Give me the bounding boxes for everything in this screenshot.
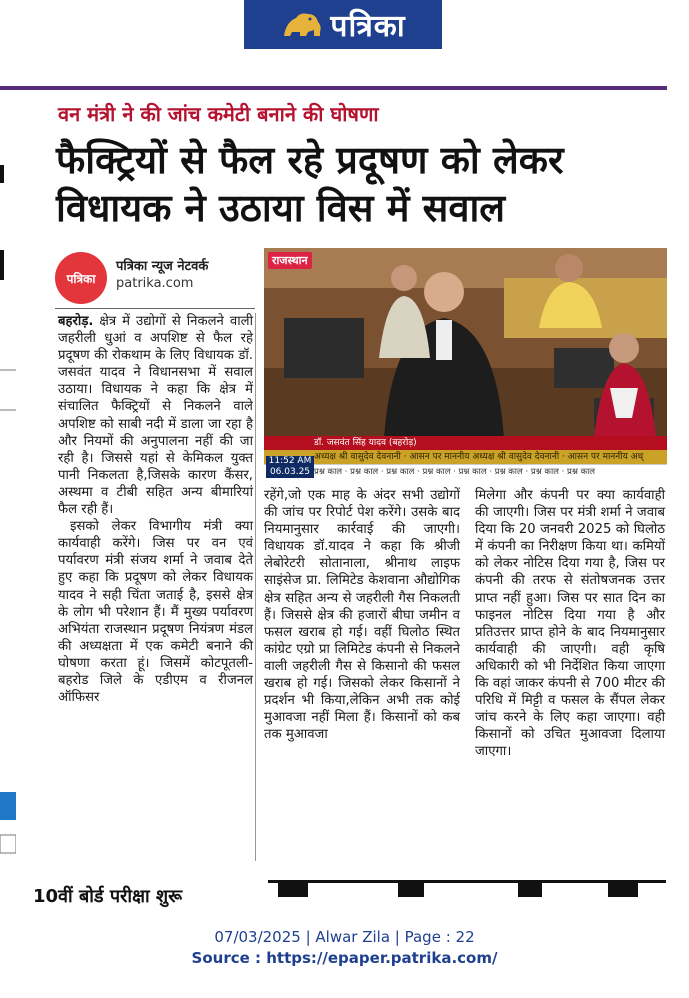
broadcast-clock <box>266 456 314 478</box>
caption-strip <box>264 436 667 450</box>
next-article-headline: 10वीं बोर्ड परीक्षा शुरू <box>33 886 183 907</box>
clock-time: 11:52 AM <box>268 456 312 466</box>
paragraph-1-text: क्षेत्र में उद्योगों से निकलने वाली जहरीली धुआं व अपशिष्ट से फैल रहे प्रदूषण की रोकथाम के लिए विधायक डॉ. जसवंत यादव ने विधानसभा में सवाल उठाया। विधायक ने कहा कि क्षेत्र में संचालित फैक्ट्रियों से निकलने वाले अपशिष्ट को साबी नदी में डाला जा रहा है और नियमों की अनुपालना नहीं की जा रही है। जिससे यहां से केमिकल युक्त पानी निकलता है,जिसके कारण कैंसर, अस्थमा व टीबी सहित अन्य बीमारियां फैल रही हैं। <box>58 314 253 518</box>
news-ticker-bottom: प्रश्न काल · प्रश्न काल · प्रश्न काल · प्रश्न काल · प्रश्न काल · प्रश्न काल · प्रश्न काल · प्रश्न काल <box>264 464 667 478</box>
article-paragraph-1 <box>58 313 253 518</box>
column-divider <box>255 313 256 861</box>
byline-badge-text: पत्रिका <box>66 271 96 286</box>
dateline: बहरोड़. <box>58 314 94 329</box>
news-ticker-top: अध्यक्ष श्री वासुदेव देवनानी · आसन पर माननीय अध्यक्ष श्री वासुदेव देवनानी · आसन पर माननीय अध् <box>264 450 667 464</box>
left-edge-clipping <box>0 110 16 860</box>
column-3-text: मिलेगा और कंपनी पर क्या कार्यवाही की जाएगी। जिस पर मंत्री शर्मा ने जवाब दिया कि 20 जनवरी 2025 को घिलोठ में कंपनी का निरीक्षण किया था। कमियों को लेकर नोटिस दिया गया है, जिस पर कंपनी की तरफ से संतोषजनक उत्तर प्राप्त नहीं हुआ। जिस पर सात दिन का फाइनल नोटिस दिया गया है और प्रतिउत्तर प्राप्त होने के बाद नियमानुसार कार्यवाही की जाएगी। वही कृषि अधिकारी को भी निर्देशित किया जाएगा कि वहां जाकर कंपनी से 700 मीटर की परिधि में मिट्टी व फसल के सैंपल लेकर जांच करने के लिए कहा जाएगा। वही किसानों को उचित मुआवजा दिलाया जाएगा। <box>475 488 665 760</box>
clipped-headline-strip <box>268 878 666 900</box>
byline-divider <box>55 308 255 309</box>
column-2-text: रहेंगे,जो एक माह के अंदर सभी उद्योगों की जांच पर रिपोर्ट पेश करेंगे। उसके बाद नियमानुसार कार्रवाई की जाएगी। विधायक डॉ.यादव ने कहा कि श्रीजी लेबोरेटरी सोतानाला, श्रीनाथ लाइफ साइंसेज प्रा. लिमिटेड केशवाना औद्योगिक क्षेत्र सहित अन्य से जहरीली गैस निकलती हैं। जिससे क्षेत्र की हजारों बीघा जमीन व फसल खराब हो गई। वहीं घिलोठ स्थित कांग्रेट एग्रो प्रा लिमिटेड कंपनी से निकलने वाली जहरीली गैस से किसानो की फसल खराब हो गई। जिसको लेकर किसानों ने प्रदर्शन भी किया,लेकिन अभी तक कोई मुआवजा नहीं मिला हैं। किसानों को कब तक मुआवजा <box>264 488 460 743</box>
article-column-1 <box>58 313 253 706</box>
article-column-2 <box>264 487 460 743</box>
byline-name: पत्रिका न्यूज नेटवर्क <box>116 259 209 274</box>
byline-site[interactable]: patrika.com <box>116 276 194 291</box>
article-paragraph-2: इसको लेकर विभागीय मंत्री क्या कार्यवाही करेंगे। जिस पर वन एवं पर्यावरण मंत्री संजय शर्मा ने जवाब देते हुए कहा कि प्रदूषण को लेकर विधायक यादव ने सही चिंता जताई है, इससे क्षेत्र के लोग भी परेशान हैं। मैं मुख्य पर्यावरण अभियंता राजस्थान प्रदूषण नियंत्रण मंडल की अध्यक्षता में एक कमेटी बनाने की घोषणा करता हूं। जिसमें कोटपूतली-बहरोड जिले के एडीएम व रीजनल ऑफिसर <box>58 519 253 706</box>
lion-emblem-icon <box>280 8 324 42</box>
article-column-3 <box>475 487 665 761</box>
article-headline: फैक्ट्रियों से फैल रहे प्रदूषण को लेकर विधायक ने उठाया विस में सवाल <box>56 138 564 230</box>
edition-info: 07/03/2025 | Alwar Zila | Page : 22 <box>214 928 475 946</box>
top-divider <box>0 86 667 90</box>
logo-wordmark: पत्रिका <box>330 9 406 44</box>
channel-badge: राजस्थान <box>268 252 312 269</box>
masthead-logo <box>244 0 442 49</box>
speaker-caption: डॉ. जसवंत सिंह यादव (बहरोड़) <box>314 438 417 448</box>
byline-badge <box>55 252 107 304</box>
source-link[interactable]: Source : https://epaper.patrika.com/ <box>191 949 498 967</box>
article-kicker: वन मंत्री ने की जांच कमेटी बनाने की घोषणा <box>58 102 379 126</box>
clock-date: 06.03.25 <box>269 467 311 477</box>
